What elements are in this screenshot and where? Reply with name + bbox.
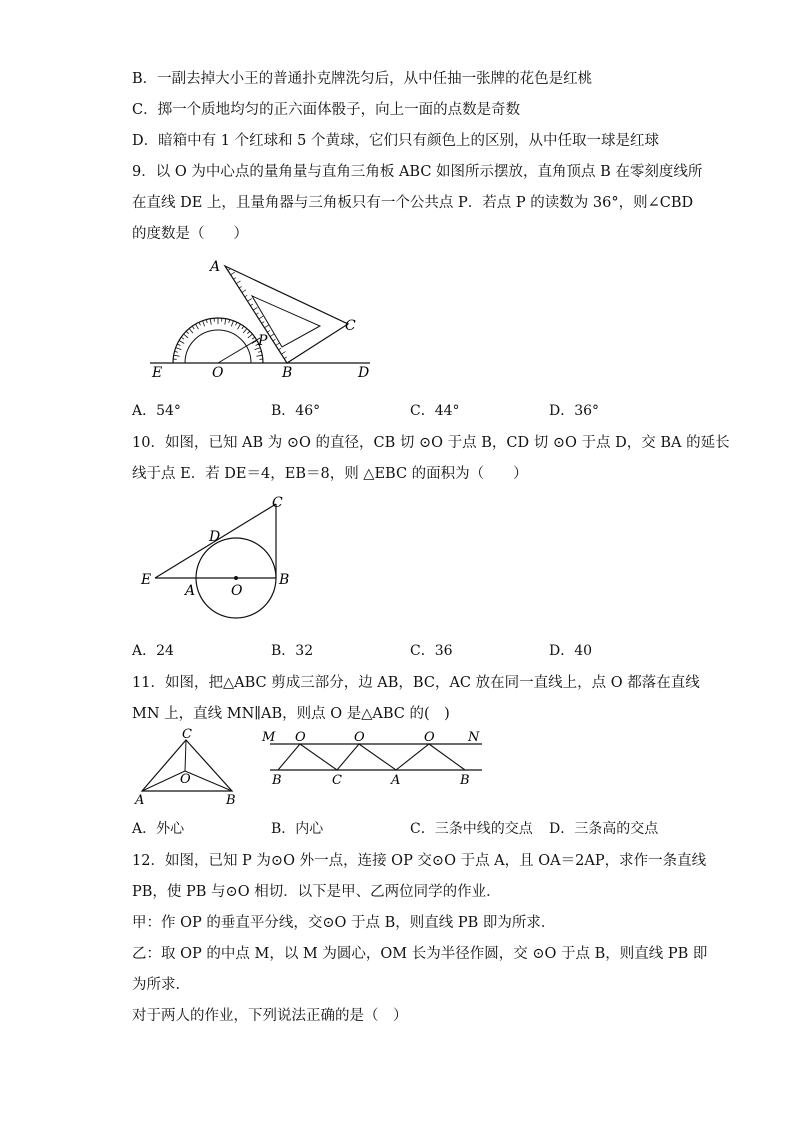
q12-stem-line1: 12．如图，已知 P 为⊙O 外一点，连接 OP 交⊙O 于点 A，且 OA＝2AP，求作一条直线 [132,853,707,869]
q12-yi-method-line2: 为所求． [132,977,190,993]
q8-option-b: B．一副去掉大小王的普通扑克牌洗匀后，从中任抽一张牌的花色是红桃 [132,71,593,87]
label-c: C [345,318,356,334]
label-b: B [282,365,293,381]
protractor-tick [176,348,182,350]
ruler-tick [231,272,235,275]
q12-yi-method-line1: 乙：取 OP 的中点 M，以 M 为圆心，OM 长为半径作圆，交 ⊙O 于点 B，则直线 PB 即 [132,946,708,962]
q11-stem-line2: MN 上，直线 MN∥AB，则点 O 是△ABC 的( ) [132,706,450,722]
q9-protractor-figure [140,252,380,382]
segment-ao [142,771,185,791]
protractor-tick [181,337,184,339]
protractor-ticks [173,318,263,363]
protractor-outer-arc [173,318,263,363]
label-b-1: B [272,773,282,788]
q9-option-b: B．46° [271,403,321,419]
protractor-tick [186,331,188,333]
label-o: O [180,772,191,787]
protractor-tick [236,322,237,325]
q10-option-d: D．40 [549,643,593,659]
label-n: N [468,730,480,745]
q11-option-a: A．外心 [132,821,185,837]
q9-option-d: D．36° [549,403,600,419]
zigzag-segments [278,744,465,770]
q11-stem-line1: 11．如图，把△ABC 剪成三部分，边 AB，BC，AC 放在同一直线上，点 O 都落在直线 [132,675,700,691]
protractor-tick [177,344,180,345]
label-a: A [185,583,196,599]
triangle-abc [225,266,348,363]
label-d: D [358,365,370,381]
ruler-tick [239,286,242,288]
q9-option-c: C．44° [410,403,460,419]
ruler-tick [276,343,280,346]
protractor-tick [248,334,253,338]
protractor-tick [184,334,189,338]
q11-strip-figure [260,726,490,788]
ruler-tick [284,357,287,359]
ruler-tick [245,295,248,297]
ruler-tick [281,351,285,354]
protractor-tick [231,321,233,327]
ruler-tick [233,278,236,280]
label-e: E [152,365,163,381]
label-p: P [258,333,268,349]
ruler-tick [228,269,231,271]
segment-bo [185,771,232,791]
protractor-tick [196,324,199,329]
segment-op [218,338,260,363]
protractor-tick [258,351,261,352]
protractor-tick [243,329,247,334]
ruler-tick [279,348,282,350]
q11-option-d: D．三条高的交点 [549,821,659,837]
ruler-tick [262,322,265,324]
ruler-tick [250,304,253,306]
protractor-tick [189,329,193,334]
ruler-tick [253,307,257,310]
label-o-3: O [424,730,435,745]
q10-option-c: C．36 [410,643,453,659]
label-c: C [332,773,342,788]
label-b: B [226,793,236,808]
ruler-tick [264,325,268,328]
protractor-inner-arc [185,330,251,363]
ruler-tick [270,334,274,337]
label-c: C [182,727,192,742]
label-a: A [135,793,145,808]
label-m: M [262,730,276,745]
q8-option-d: D．暗箱中有 1 个红球和 5 个黄球，它们只有颜色上的区别，从中任取一球是红球 [132,133,660,149]
q10-circle-figure [135,494,305,624]
q10-option-b: B．32 [271,643,314,659]
protractor-tick [192,326,194,329]
label-a: A [210,259,221,275]
q9-stem-line1: 9．以 O 为中心点的量角量与直角三角板 ABC 如图所示摆放，直角顶点 B 在零刻度线所 [132,164,703,180]
q10-stem-line2: 线于点 E．若 DE＝4，EB＝8，则 △EBC 的面积为（ ） [132,466,528,482]
ruler-tick [242,290,246,293]
center-dot [234,576,238,580]
q8-option-c: C．掷一个质地均匀的正六面体骰子，向上一面的点数是奇数 [132,102,521,118]
label-c: C [272,495,283,511]
protractor-tick [206,320,207,323]
label-o: O [231,583,243,599]
ruler-tick [236,281,240,284]
protractor-tick [252,337,255,339]
protractor-tick [203,321,205,327]
label-o-2: O [354,730,365,745]
label-o: O [212,365,224,381]
q9-option-a: A．54° [132,403,181,419]
q12-stem-line2: PB，使 PB 与⊙O 相切．以下是甲、乙两位同学的作业． [132,884,501,900]
protractor-tick [225,319,226,325]
q10-stem-line1: 10．如图，已知 AB 为 ⊙O 的直径，CB 切 ⊙O 于点 B，CD 切 ⊙O 于点 D，交 BA 的延长 [132,435,730,451]
label-e: E [141,572,152,588]
label-o-1: O [295,730,306,745]
q9-stem-line2: 在直线 DE 上，且量角器与三角板只有一个公共点 P．若点 P 的读数为 36°，则∠CBD [132,195,694,211]
ruler-tick [273,339,276,341]
label-b-2: B [460,773,470,788]
q11-triangle-figure [130,726,245,808]
protractor-tick [175,351,178,352]
protractor-tick [256,355,262,356]
segment-co [185,740,186,771]
ruler-tick [256,313,259,315]
protractor-tick [247,331,249,333]
label-a: A [391,773,401,788]
label-d: D [209,529,221,545]
ruler-tick [248,299,252,302]
q11-option-b: B．内心 [271,821,324,837]
protractor-tick [199,322,200,325]
label-b: B [279,572,290,588]
protractor-tick [238,324,241,329]
protractor-tick [179,341,184,344]
q12-jia-method: 甲：作 OP 的垂直平分线，交⊙O 于点 B，则直线 PB 即为所求． [132,915,556,931]
protractor-tick [174,355,180,356]
q10-option-a: A．24 [132,643,174,659]
q12-question: 对于两人的作业，下列说法正确的是（ ） [132,1008,408,1024]
q11-option-c: C．三条中线的交点 [410,821,533,837]
q9-stem-line3: 的度数是（ ） [132,226,248,242]
ruler-tick [267,331,270,333]
protractor-tick [229,320,230,323]
ruler-tick [259,316,263,319]
protractor-tick [210,319,211,325]
protractor-tick [242,326,244,329]
